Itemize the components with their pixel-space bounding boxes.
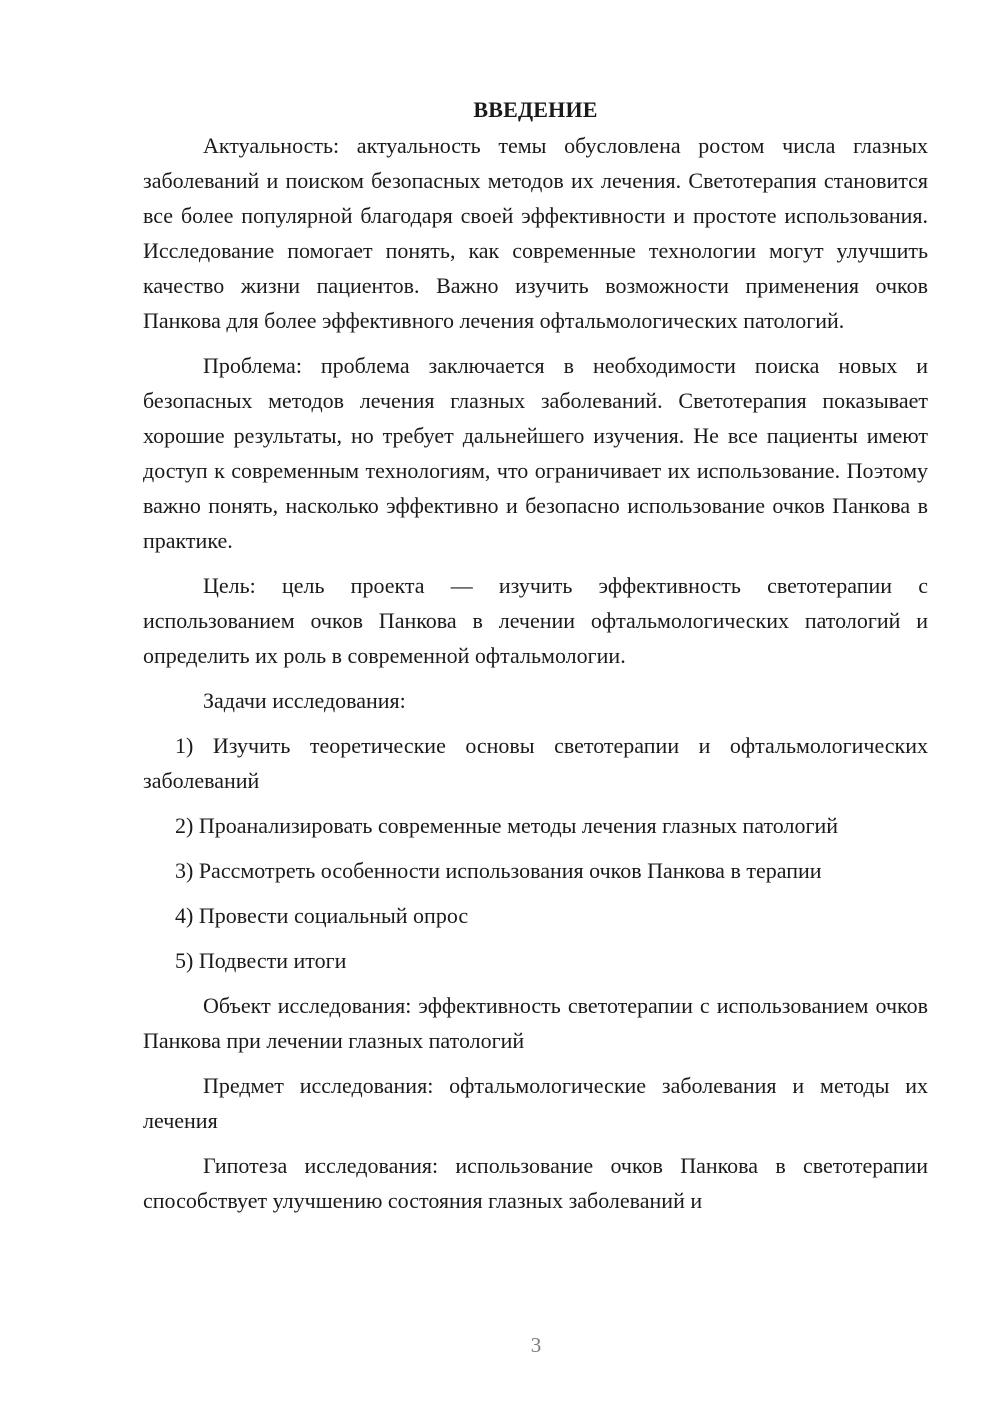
page-content — [143, 92, 928, 1228]
relevance-paragraph: Актуальность: актуальность темы обусловлена ростом числа глазных заболеваний и поиском безопасных методов их лечения. Светотерапия становится все более популярной благодаря своей эффективности и простоте использования. Исследование помогает понять, как современные технологии могут улучшить качество жизни пациентов. Важно изучить возможности применения очков Панкова для более эффективного лечения офтальмологических патологий. — [143, 133, 928, 333]
problem-paragraph: Проблема: проблема заключается в необходимости поиска новых и безопасных методов лечения глазных заболеваний. Светотерапия показывает хорошие результаты, но требует дальнейшего изучения. Не все пациенты имеют доступ к современным технологиям, что ограничивает их использование. Поэтому важно понять, насколько эффективно и безопасно использование очков Панкова в практике. — [143, 353, 928, 553]
task-item: 5) Подвести итоги — [175, 948, 347, 973]
hypothesis-paragraph: Гипотеза исследования: использование очков Панкова в светотерапии способствует улучшению состояния глазных заболеваний и — [143, 1153, 928, 1213]
section-title: ВВЕДЕНИЕ — [473, 97, 598, 122]
task-item: 4) Провести социальный опрос — [175, 903, 469, 928]
task-item: 2) Проанализировать современные методы лечения глазных патологий — [175, 813, 839, 838]
goal-paragraph: Цель: цель проекта — изучить эффективность светотерапии с использованием очков Панкова в лечении офтальмологических патологий и определить их роль в современной офтальмологии. — [143, 573, 928, 668]
page-number: 3 — [530, 1333, 542, 1357]
task-item: 1) Изучить теоретические основы светотерапии и офтальмологических заболеваний — [143, 733, 928, 793]
subject-paragraph: Предмет исследования: офтальмологические заболевания и методы их лечения — [143, 1073, 928, 1133]
object-paragraph: Объект исследования: эффективность светотерапии с использованием очков Панкова при лечении глазных патологий — [143, 993, 928, 1053]
tasks-heading: Задачи исследования: — [203, 688, 406, 713]
task-item: 3) Рассмотреть особенности использования очков Панкова в терапии — [175, 858, 822, 883]
